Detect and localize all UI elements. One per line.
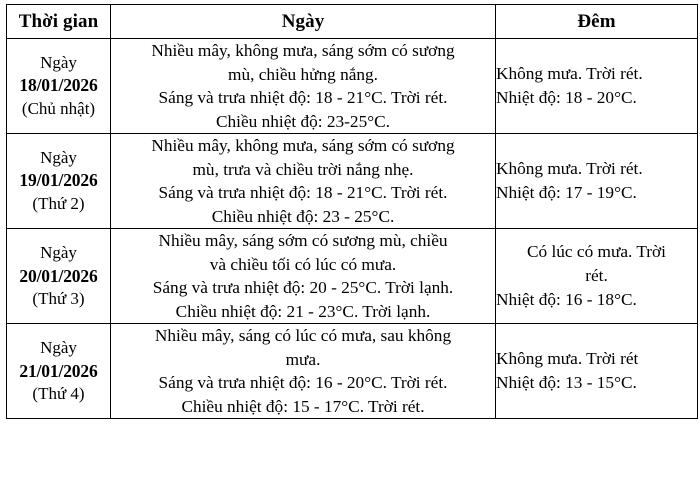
forecast-line: Sáng và trưa nhiệt độ: 20 - 25°C. Trời lạnh. <box>152 278 454 298</box>
forecast-line: Nhiều mây, không mưa, sáng sớm có sương <box>151 136 455 156</box>
table-row <box>7 39 698 134</box>
forecast-line: Chiều nhiệt độ: 15 - 17°C. Trời rét. <box>181 396 425 416</box>
column-header-day: Ngày <box>111 5 496 39</box>
time-weekday: (Chủ nhật) <box>21 98 96 118</box>
time-date: 20/01/2026 <box>19 265 98 286</box>
table-row <box>7 134 698 229</box>
forecast-line: Nhiều mây, sáng sớm có sương mù, chiều <box>158 231 448 251</box>
forecast-line: Chiều nhiệt độ: 23 - 25°C. <box>211 206 395 226</box>
cell-day-forecast <box>111 39 496 134</box>
forecast-line: Không mưa. Trời rét. <box>496 159 643 179</box>
forecast-line: mù, chiều hửng nắng. <box>228 64 378 84</box>
table-row <box>7 229 698 324</box>
time-weekday: (Thứ 2) <box>32 193 85 213</box>
forecast-line: Chiều nhiệt độ: 23-25°C. <box>216 111 390 131</box>
time-date: 18/01/2026 <box>19 75 98 96</box>
cell-day-forecast <box>111 134 496 229</box>
cell-night-forecast <box>496 39 698 134</box>
forecast-line: Nhiều mây, sáng có lúc có mưa, sau không <box>154 326 452 346</box>
cell-night-forecast <box>496 229 698 324</box>
forecast-line: Có lúc có mưa. Trời <box>526 242 666 262</box>
time-weekday: (Thứ 3) <box>32 288 85 308</box>
time-word: Ngày <box>40 52 77 72</box>
time-word: Ngày <box>40 242 77 262</box>
time-weekday: (Thứ 4) <box>32 383 85 403</box>
cell-time <box>7 39 111 134</box>
time-word: Ngày <box>40 337 77 357</box>
cell-time <box>7 134 111 229</box>
forecast-line: Không mưa. Trời rét <box>496 349 639 369</box>
forecast-line: Sáng và trưa nhiệt độ: 18 - 21°C. Trời rét. <box>158 88 448 108</box>
forecast-line: Nhiệt độ: 13 - 15°C. <box>496 373 637 393</box>
forecast-line: Không mưa. Trời rét. <box>496 64 643 84</box>
table-row <box>7 324 698 419</box>
forecast-line: Nhiều mây, không mưa, sáng sớm có sương <box>151 41 455 60</box>
cell-time <box>7 324 111 419</box>
time-date: 19/01/2026 <box>19 170 98 191</box>
forecast-line: mù, trưa và chiều trời nắng nhẹ. <box>192 159 414 179</box>
forecast-line: Sáng và trưa nhiệt độ: 16 - 20°C. Trời rét. <box>158 373 448 393</box>
forecast-line: Nhiệt độ: 17 - 19°C. <box>496 183 637 203</box>
forecast-line: mưa. <box>285 349 321 369</box>
forecast-line: Nhiệt độ: 18 - 20°C. <box>496 88 637 108</box>
forecast-line: rét. <box>585 266 608 286</box>
cell-time <box>7 229 111 324</box>
weather-forecast-table <box>6 4 698 419</box>
time-date: 21/01/2026 <box>19 360 98 381</box>
cell-night-forecast <box>496 134 698 229</box>
column-header-night: Đêm <box>496 5 698 39</box>
cell-day-forecast <box>111 229 496 324</box>
column-header-time: Thời gian <box>7 5 111 39</box>
cell-night-forecast <box>496 324 698 419</box>
forecast-line: Nhiệt độ: 16 - 18°C. <box>496 290 637 310</box>
forecast-line: và chiều tối có lúc có mưa. <box>209 254 397 274</box>
time-word: Ngày <box>40 147 77 167</box>
table-header-row <box>7 5 698 39</box>
forecast-line: Sáng và trưa nhiệt độ: 18 - 21°C. Trời rét. <box>158 183 448 203</box>
forecast-line: Chiều nhiệt độ: 21 - 23°C. Trời lạnh. <box>175 301 431 321</box>
cell-day-forecast <box>111 324 496 419</box>
